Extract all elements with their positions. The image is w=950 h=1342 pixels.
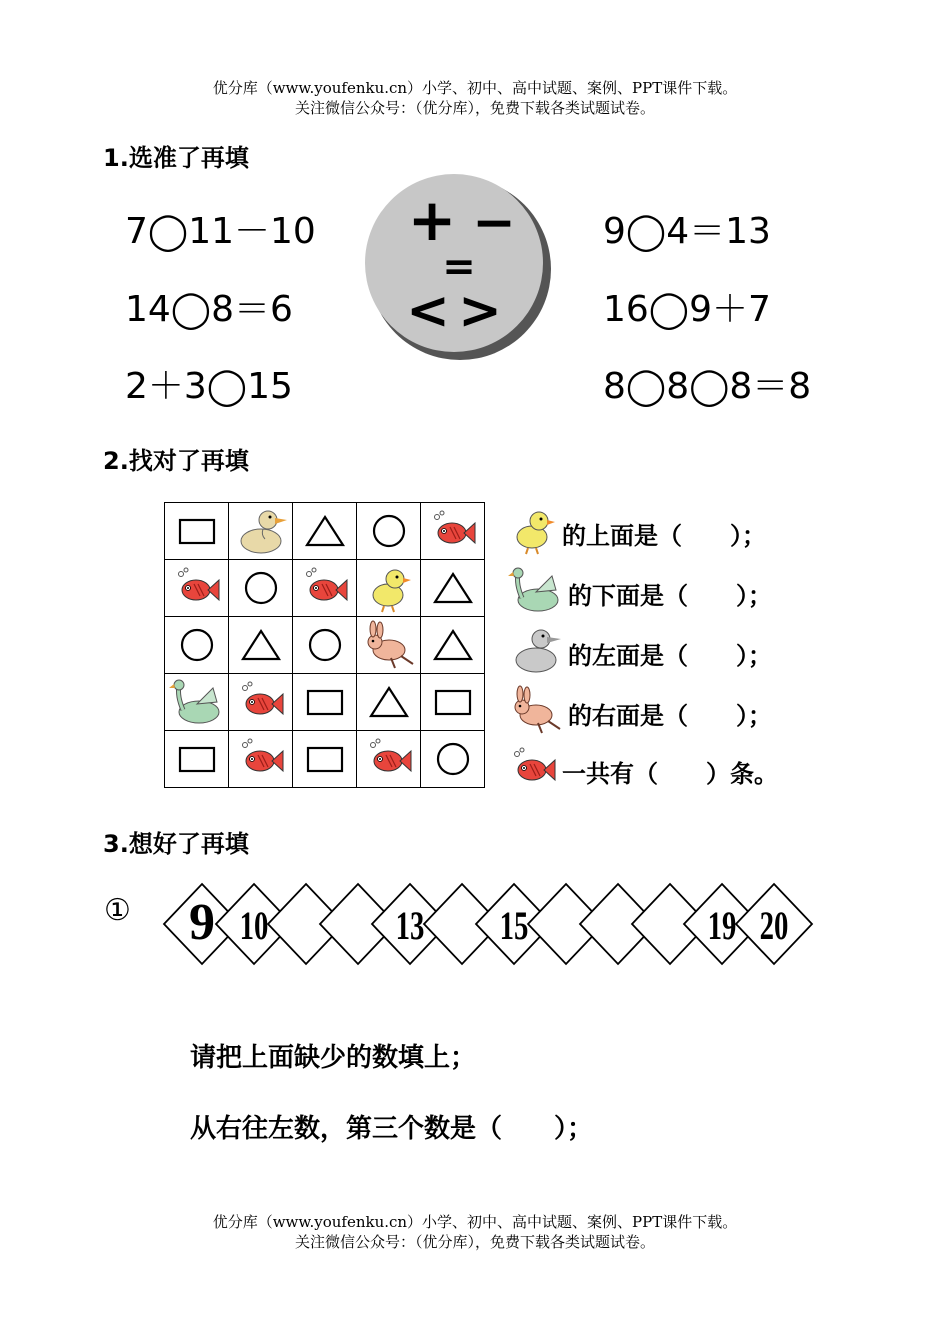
grid-row bbox=[165, 731, 485, 788]
grid-cell bbox=[165, 617, 229, 674]
grid-cell bbox=[421, 674, 485, 731]
square-icon bbox=[293, 685, 356, 719]
footer-line-2: 关注微信公众号：（优分库），免费下载各类试题试卷。 bbox=[294, 1233, 655, 1251]
section1-title: 1.选准了再填 bbox=[103, 144, 249, 172]
operator-symbols-badge bbox=[360, 168, 555, 363]
grid-cell bbox=[293, 731, 357, 788]
circle-icon bbox=[165, 625, 228, 665]
instruction-fill-missing: 请把上面缺少的数填上； bbox=[190, 1043, 477, 1073]
square-icon bbox=[165, 514, 228, 548]
circle-icon bbox=[229, 568, 292, 608]
duck-icon bbox=[229, 505, 292, 557]
circle-icon bbox=[357, 511, 420, 551]
grid-cell bbox=[357, 503, 421, 560]
shape-grid bbox=[164, 502, 485, 788]
triangle-icon bbox=[229, 627, 292, 663]
triangle-icon bbox=[357, 684, 420, 720]
number-diamond-strip bbox=[160, 878, 815, 970]
triangle-icon bbox=[421, 627, 484, 663]
chick-icon bbox=[357, 563, 420, 613]
less-than-symbol: < bbox=[406, 281, 450, 341]
fish-icon bbox=[508, 746, 562, 796]
fish-icon bbox=[229, 680, 292, 724]
footer-line-1: 优分库（www.youfenku.cn）小学、初中、高中试题、案例、PPT课件下载。 bbox=[212, 1213, 738, 1231]
question-row bbox=[508, 747, 778, 795]
square-icon bbox=[421, 685, 484, 719]
duck-icon bbox=[508, 624, 568, 682]
greater-than-symbol: > bbox=[458, 281, 502, 341]
grid-cell bbox=[229, 731, 293, 788]
question-row bbox=[508, 509, 766, 557]
question-text: 的上面是（ ）； bbox=[562, 521, 766, 550]
chick-icon bbox=[508, 505, 562, 561]
grid-cell bbox=[165, 503, 229, 560]
equation-right-3: 8◯8◯8＝8 bbox=[603, 366, 812, 407]
circle-icon bbox=[421, 739, 484, 779]
grid-cell bbox=[421, 560, 485, 617]
grid-cell bbox=[165, 674, 229, 731]
fish-icon bbox=[165, 566, 228, 610]
grid-cell bbox=[357, 560, 421, 617]
number-diamond bbox=[736, 884, 812, 964]
grid-row bbox=[165, 560, 485, 617]
grid-cell bbox=[357, 674, 421, 731]
grid-cell bbox=[357, 731, 421, 788]
diamond-number: 9 bbox=[189, 894, 215, 951]
grid-cell bbox=[229, 617, 293, 674]
equation-left-2: 14◯8＝6 bbox=[125, 289, 293, 330]
equation-right-1: 9◯4＝13 bbox=[603, 211, 771, 252]
fish-icon bbox=[421, 509, 484, 553]
rabbit-icon bbox=[357, 620, 420, 670]
question-text: 的左面是（ ）； bbox=[568, 641, 772, 670]
grid-cell bbox=[293, 674, 357, 731]
equation-right-2: 16◯9＋7 bbox=[603, 289, 771, 330]
square-icon bbox=[293, 742, 356, 776]
instruction-third-from-right: 从右往左数，第三个数是（ ）； bbox=[190, 1114, 594, 1144]
grid-cell bbox=[293, 503, 357, 560]
equals-symbol: = bbox=[442, 244, 476, 290]
section3-title: 3.想好了再填 bbox=[103, 830, 249, 858]
minus-symbol: − bbox=[472, 193, 516, 253]
equation-left-3: 2＋3◯15 bbox=[125, 366, 293, 407]
fish-icon bbox=[229, 737, 292, 781]
diamond-number: 19 bbox=[707, 903, 737, 949]
diamond-number: 13 bbox=[395, 903, 425, 949]
page-header bbox=[0, 78, 950, 118]
section2-title: 2.找对了再填 bbox=[103, 447, 249, 475]
triangle-icon bbox=[293, 513, 356, 549]
question-row bbox=[508, 569, 772, 617]
grid-cell bbox=[421, 503, 485, 560]
grid-cell bbox=[421, 731, 485, 788]
grid-row bbox=[165, 674, 485, 731]
diamond-number: 15 bbox=[499, 903, 529, 949]
question-row bbox=[508, 689, 772, 737]
grid-cell bbox=[421, 617, 485, 674]
header-line-1: 优分库（www.youfenku.cn）小学、初中、高中试题、案例、PPT课件下载。 bbox=[212, 79, 738, 97]
goose-icon bbox=[508, 564, 568, 622]
grid-cell bbox=[229, 674, 293, 731]
question-text: 的右面是（ ）； bbox=[568, 701, 772, 730]
square-icon bbox=[165, 742, 228, 776]
circle-icon bbox=[293, 625, 356, 665]
question-text: 的下面是（ ）； bbox=[568, 581, 772, 610]
header-line-2: 关注微信公众号：（优分库），免费下载各类试题试卷。 bbox=[294, 99, 655, 117]
plus-symbol: + bbox=[407, 186, 457, 254]
grid-row bbox=[165, 617, 485, 674]
question-row bbox=[508, 629, 772, 677]
grid-row bbox=[165, 503, 485, 560]
grid-cell bbox=[229, 560, 293, 617]
equation-left-1: 7◯11－10 bbox=[125, 211, 316, 252]
triangle-icon bbox=[421, 570, 484, 606]
diamond-number: 20 bbox=[759, 903, 789, 949]
item-marker: ① bbox=[104, 893, 131, 928]
fish-icon bbox=[293, 566, 356, 610]
fish-icon bbox=[357, 737, 420, 781]
diamond-number: 10 bbox=[239, 903, 269, 949]
rabbit-icon bbox=[508, 685, 568, 741]
grid-cell bbox=[293, 617, 357, 674]
grid-cell bbox=[165, 731, 229, 788]
grid-cell bbox=[357, 617, 421, 674]
grid-cell bbox=[165, 560, 229, 617]
grid-cell bbox=[293, 560, 357, 617]
question-text: 一共有（ ）条。 bbox=[562, 759, 778, 788]
grid-cell bbox=[229, 503, 293, 560]
page-footer bbox=[0, 1212, 950, 1252]
goose-icon bbox=[165, 676, 228, 728]
